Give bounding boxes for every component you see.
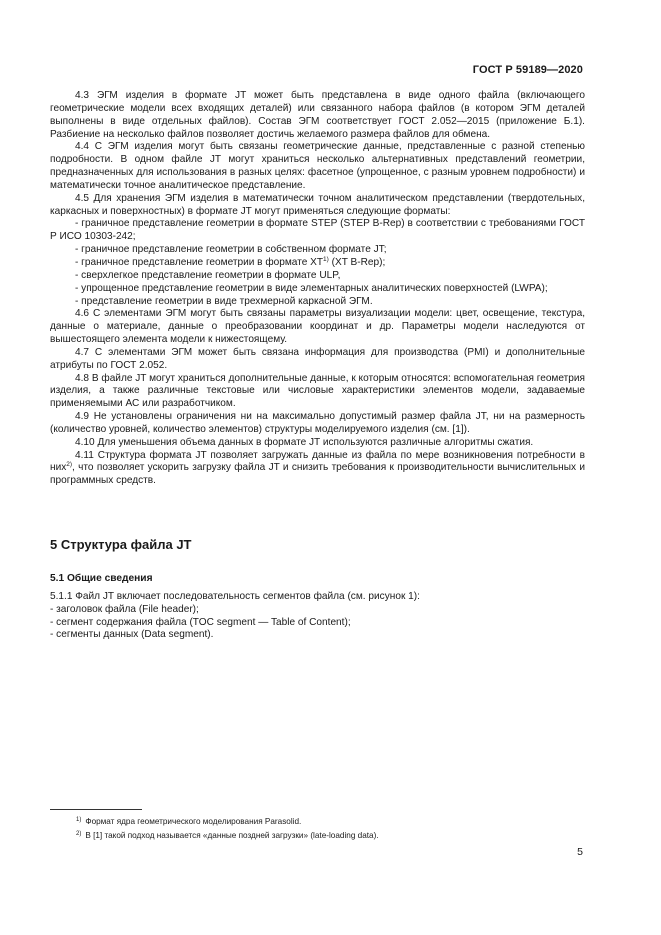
section-5-1-1-block <box>50 591 585 642</box>
paragraph-4-11 <box>50 450 585 489</box>
list-item-step-brep: - граничное представление геометрии в формате STEP (STEP B-Rep) в соответствии с требованиями ГОСТ Р ИСО 10303-242; <box>50 218 585 243</box>
footnote-ref-1: 1) <box>323 255 329 263</box>
document-id-header: ГОСТ Р 59189—2020 <box>472 64 583 76</box>
list-item-jt-brep: - граничное представление геометрии в собственном формате JT; <box>75 244 387 256</box>
list-item-toc-segment: - сегмент содержания файла (TOC segment — Table of Content); <box>50 616 351 628</box>
list-item-xt-text-end: (XT B-Rep); <box>328 256 386 268</box>
page-number: 5 <box>577 846 583 858</box>
list-item-ulp: - сверхлегкое представление геометрии в формате ULP, <box>75 269 341 281</box>
list-item-wireframe: - представление геометрии в виде трехмерной каркасной ЭГМ. <box>75 295 373 307</box>
footnote-2-text: В [1] такой подход называется «данные поздней загрузки» (late-loading data). <box>85 831 379 840</box>
list-item-lwpa: - упрощенное представление геометрии в виде элементарных аналитических поверхностей (LWPA); <box>75 282 548 294</box>
footnote-1 <box>76 815 379 829</box>
footnote-ref-2: 2) <box>66 461 73 469</box>
list-item-xt-brep <box>50 257 585 270</box>
footnote-2 <box>76 829 379 843</box>
paragraph-4-7: 4.7 С элементами ЭГМ может быть связана информация для производства (PMI) и дополнительные атрибуты по ГОСТ 2.052. <box>50 346 585 371</box>
paragraph-4-6: 4.6 С элементами ЭГМ могут быть связаны параметры визуализации модели: цвет, освещение, текстура, данные о материале, данные о преобразовании координат и др. Параметры модели наследуются от вышестоящего элемента модели к нижестоящему. <box>50 308 585 346</box>
paragraph-4-11-text-end: , что позволяет ускорить загрузку файла JT и снизить требования к производительности вычислительных и программных средств. <box>50 462 585 487</box>
footnotes <box>76 815 379 843</box>
footnote-1-mark: 1) <box>76 817 82 823</box>
paragraph-4-11-text: 4.11 Структура формата JT позволяет загружать данные из файла по мере возникновения потребности в них <box>50 449 585 474</box>
list-item-xt-text: - граничное представление геометрии в формате XT <box>75 256 324 268</box>
main-text-block <box>50 90 585 488</box>
subsection-5-1-heading: 5.1 Общие сведения <box>50 573 153 584</box>
list-item-data-segment: - сегменты данных (Data segment). <box>50 629 214 641</box>
section-5-heading: 5 Структура файла JT <box>50 537 192 552</box>
paragraph-4-10: 4.10 Для уменьшения объема данных в формате JT используются различные алгоритмы сжатия. <box>75 436 534 448</box>
paragraph-4-8: 4.8 В файле JT могут храниться дополнительные данные, к которым относятся: вспомогательная геометрия изделия, а также различные текстовые или числовые характеристики элементов модели, задаваемые применяемыми АС или разработчиком. <box>50 372 585 410</box>
paragraph-4-5: 4.5 Для хранения ЭГМ изделия в математически точном аналитическом представлении (твердотельных, каркасных и поверхностных) в формате JT могут применяться следующие форматы: <box>50 192 585 217</box>
paragraph-5-1-1: 5.1.1 Файл JT включает последовательность сегментов файла (см. рисунок 1): <box>50 591 420 602</box>
footnote-divider <box>50 809 142 810</box>
paragraph-4-9: 4.9 Не установлены ограничения ни на максимально допустимый размер файла JT, ни на размерность (количество уровней, количество элементов) структуры моделируемого изделия (см. [1]). <box>50 411 585 435</box>
footnote-2-mark: 2) <box>76 831 82 837</box>
paragraph-4-3: 4.3 ЭГМ изделия в формате JT может быть представлена в виде одного файла (включающего геометрические модели всех входящих деталей) или связанного набора файлов (в котором ЭГМ деталей выполнены в виде отдельных файлов). Состав ЭГМ соответствует ГОСТ 2.052—2015 (приложение Б.1). Разбиение на несколько файлов позволяет достичь желаемого размера файлов для обмена. <box>50 90 585 140</box>
footnote-1-text: Формат ядра геометрического моделирования Parasolid. <box>85 817 302 826</box>
list-item-file-header: - заголовок файла (File header); <box>50 603 199 615</box>
paragraph-4-4: 4.4 С ЭГМ изделия могут быть связаны геометрические данные, представленные с разной степенью подробности. В одном файле JT могут храниться несколько альтернативных представлений геометрии, предназначенных для использования в разных целях: фасетное (упрощенное, с разным уровнем подробности) и математически точное аналитическое представление. <box>50 141 585 191</box>
